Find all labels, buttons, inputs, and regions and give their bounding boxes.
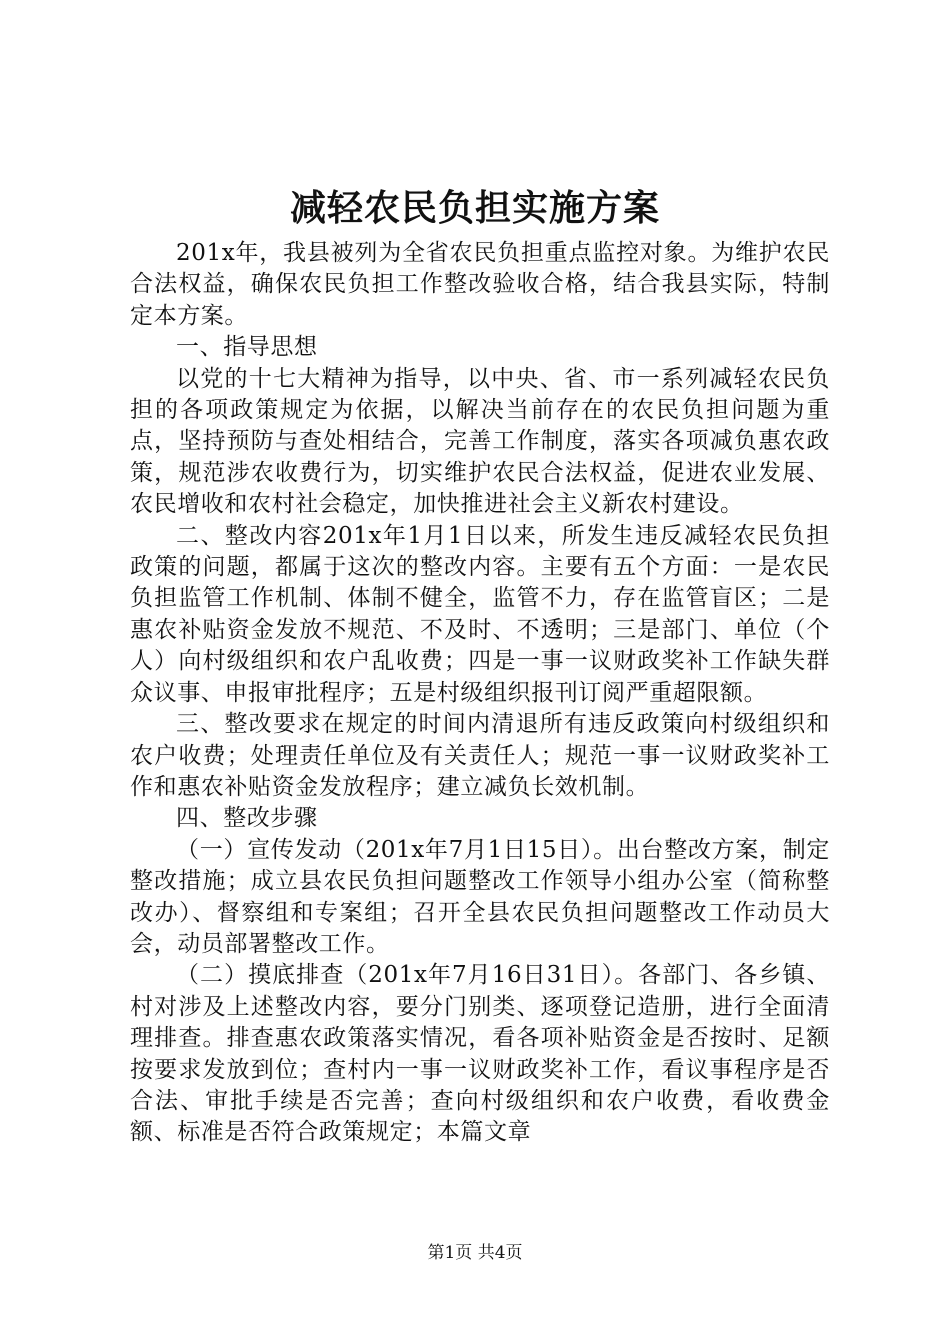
document-body [130,238,830,1149]
paragraph-rectification-requirements: 三、整改要求在规定的时间内清退所有违反政策向村级组织和农户收费；处理责任单位及有关责任人；规范一事一议财政奖补工作和惠农补贴资金发放程序；建立减负长效机制。 [130,711,830,800]
page-footer: 第1页 共4页 [427,1243,523,1263]
paragraph-step-investigation: （二）摸底排查（201x年7月16日31日）。各部门、各乡镇、村对涉及上述整改内容，要分门别类、逐项登记造册，进行全面清理排查。排查惠农政策落实情况，看各项补贴资金是否按时、足额按要求发放到位；查村内一事一议财政奖补工作，看议事程序是否合法、审批手续是否完善；查向村级组织和农户收费，看收费金额、标准是否符合政策规定；本篇文章 [130,962,830,1146]
section-heading-guiding-ideology: 一、指导思想 [176,334,318,361]
paragraph-guiding-ideology: 以党的十七大精神为指导，以中央、省、市一系列减轻农民负担的各项政策规定为依据，以解决当前存在的农民负担问题为重点，坚持预防与查处相结合，完善工作制度，落实各项减负惠农政策，规范涉农收费行为，切实维护农民合法权益，促进农业发展、农民增收和农村社会稳定，加快推进社会主义新农村建设。 [130,365,830,518]
paragraph-rectification-content: 二、整改内容201x年1月1日以来，所发生违反减轻农民负担政策的问题，都属于这次的整改内容。主要有五个方面：一是农民负担监管工作机制、体制不健全，监管不力，存在监管盲区；二是惠农补贴资金发放不规范、不及时、不透明；三是部门、单位（个人）向村级组织和农户乱收费；四是一事一议财政奖补工作缺失群众议事、申报审批程序；五是村级组织报刊订阅严重超限额。 [130,522,830,706]
section-heading-rectification-steps: 四、整改步骤 [176,805,318,832]
paragraph-step-publicity: （一）宣传发动（201x年7月1日15日）。出台整改方案，制定整改措施；成立县农民负担问题整改工作领导小组办公室（简称整改办）、督察组和专案组；召开全县农民负担问题整改工作动员大会，动员部署整改工作。 [130,836,830,957]
paragraph-intro: 201x年，我县被列为全省农民负担重点监控对象。为维护农民合法权益，确保农民负担工作整改验收合格，结合我县实际，特制定本方案。 [130,240,830,329]
document-title: 减轻农民负担实施方案 [289,187,660,229]
